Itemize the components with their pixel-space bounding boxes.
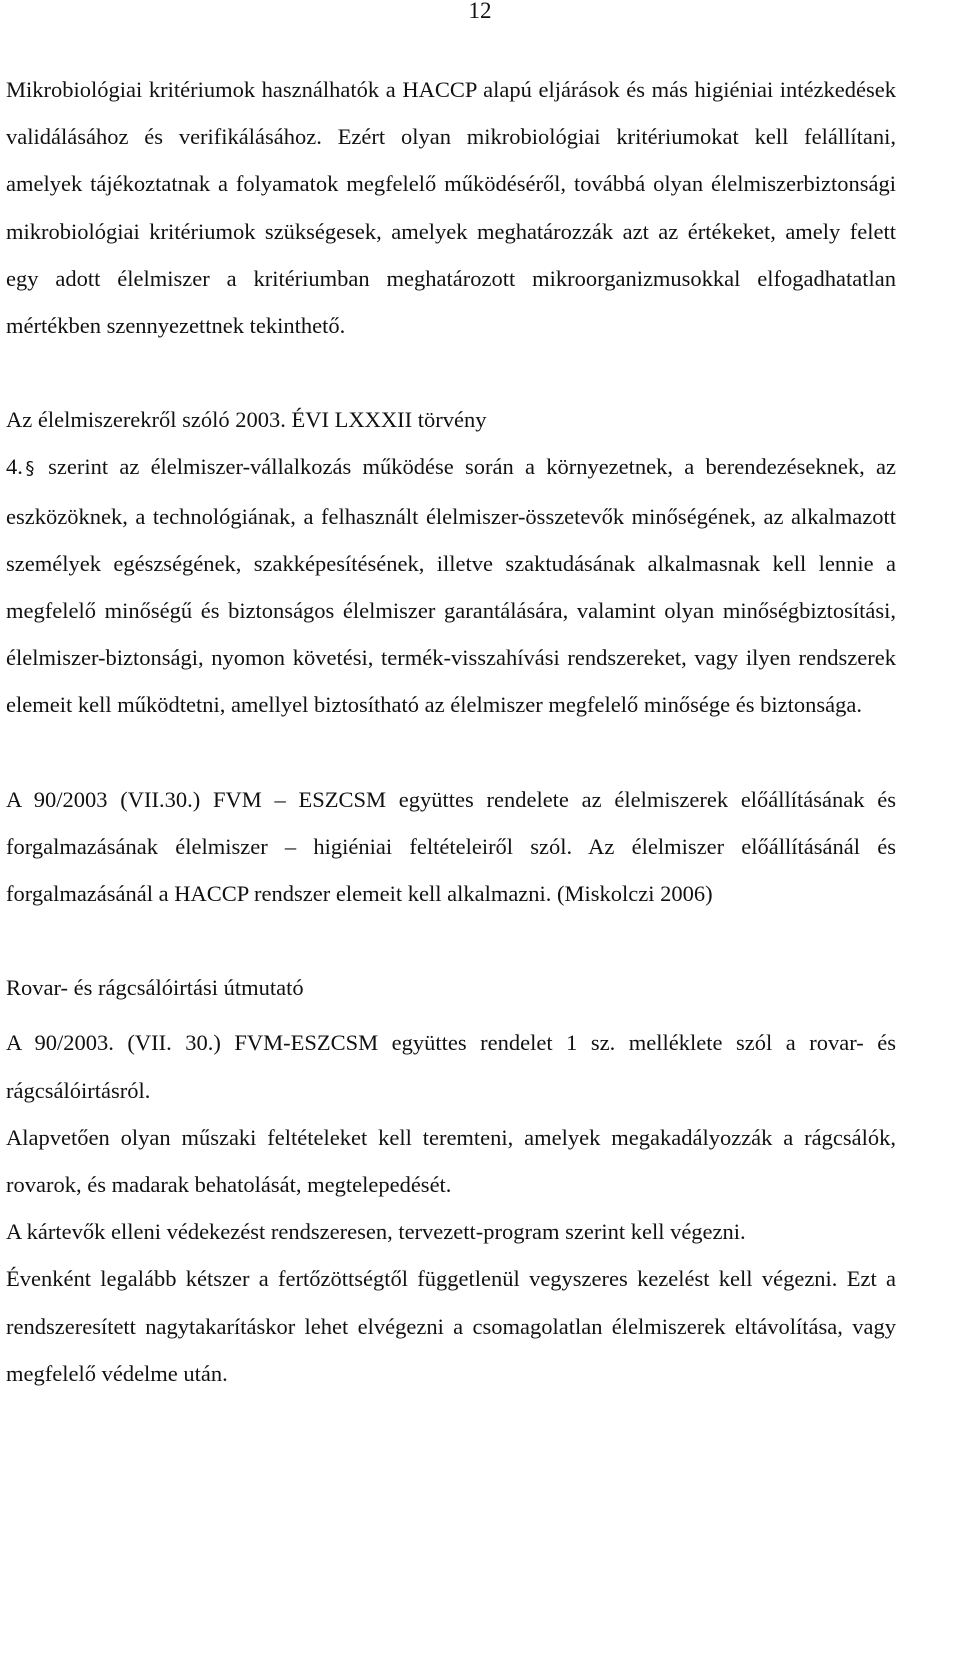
paragraph-technical-conditions: Alapvetően olyan műszaki feltételeket kell teremteni, amelyek megakadályozzák a rágcsálók, rovarok, és madarak behatolását, megtelepedését. [6,1124,896,1198]
paragraph-regulation-haccp: A 90/2003 (VII.30.) FVM – ESZCSM együttes rendelete az élelmiszerek előállításának és forgalmazásának élelmiszer – higiéniai feltételeiről szól. Az élelmiszer előállításánál és forgalmazásánál a HACCP rendszer elemeit kell alkalmazni. (Miskolczi 2006) [6,786,896,907]
page-number: 12 [468,0,492,23]
heading-food-law: Az élelmiszerekről szóló 2003. ÉVI LXXXII törvény [6,407,487,433]
paragraph-chemical-treatment: Évenként legalább kétszer a fertőzöttségtől függetlenül vegyszeres kezelést kell végezni. Ezt a rendszeresített nagytakarításkor lehet elvégezni a csomagolatlan élelmiszerek eltávolítása, vagy megfelelő védelme után. [6,1266,896,1386]
paragraph-spacer [6,729,896,776]
paragraph-regulation-annex: A 90/2003. (VII. 30.) FVM-ESZCSM együttes rendelet 1 sz. melléklete szól a rovar- és rágcsálóirtásról. [6,1030,896,1103]
paragraph-spacer [6,917,896,964]
paragraph-microbiological-criteria: Mikrobiológiai kritériumok használhatók a HACCP alapú eljárások és más higiéniai intézkedések validálásához és verifikálásához. Ezért olyan mikrobiológiai kritériumokat kell felállítani, amelyek tájékoztatnak a folyamatok megfelelő működéséről, továbbá olyan élelmiszerbiztonsági mikrobiológiai kritériumok szükségesek, amelyek meghatározzák azt az értékeket, amely felett egy adott élelmiszer a kritériumban meghatározott mikroorganizmusokkal elfogadhatatlan mértékben szennyezettnek tekinthető. [6,77,896,339]
paragraph-pest-control-program: A kártevők elleni védekezést rendszeresen, tervezett-program szerint kell végezni. [6,1219,746,1245]
section-number: 4. [6,454,23,480]
document-body [6,66,896,1397]
paragraph-spacer [6,1011,896,1019]
paragraph-spacer [6,349,896,396]
heading-pest-control-guide: Rovar- és rágcsálóirtási útmutató [6,975,304,1001]
paragraph-food-business-requirements [6,443,896,728]
section-sign: § [25,458,35,480]
paragraph-text: szerint az élelmiszer-vállalkozás működése során a környezetnek, a berendezéseknek, az eszközöknek, a technológiának, a felhasznált élelmiszer-összetevők minőségének, az alkalmazott személyek egészségének, szakképesítésének, illetve szaktudásának alkalmasnak kell lennie a megfelelő minőségű és biztonságos élelmiszer garantálására, valamint olyan minőségbiztosítási, élelmiszer-biztonsági, nyomon követési, termék-visszahívási rendszereket, vagy ilyen rendszerek elemeit kell működtetni, amellyel biztosítható az élelmiszer megfelelő minősége és biztonsága. [6,454,896,718]
